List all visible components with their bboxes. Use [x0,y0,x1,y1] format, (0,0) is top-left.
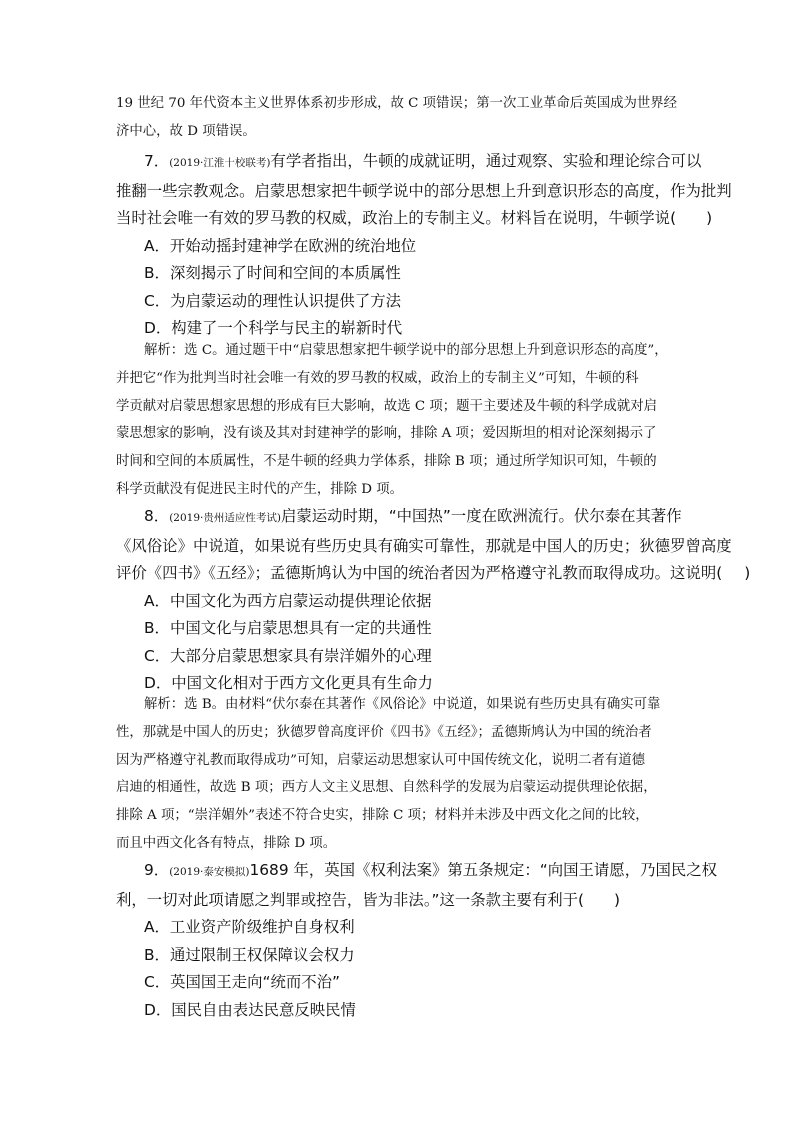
question-source: (2019·江淮十校联考) [169,157,271,169]
question-number: 7． [144,152,170,170]
analysis-line: 蒙思想家的影响，没有谈及其对封建神学的影响，排除 A 项；爱因斯坦的相对论深刻揭示了 [116,426,657,442]
question-8 [116,503,751,698]
question-8-stem-line3 [116,560,751,588]
question-7-stem-line3 [116,205,713,233]
question-7-analysis [116,337,682,504]
option-b: B．通过限制王权保障议会权力 [144,945,355,964]
question-number: 9． [144,861,170,879]
analysis-line: 时间和空间的本质属性，不是牛顿的经典力学体系，排除 B 项；通过所学知识可知，牛顿的 [116,454,657,470]
question-7 [116,148,732,343]
analysis-line: 科学贡献没有促进民主时代的产生，排除 D 项。 [116,481,404,497]
analysis-line: 因为严格遵守礼教而取得成功”可知，启蒙运动思想家认可中国传统文化，说明二者有道德 [116,752,646,768]
question-8-analysis [116,691,682,858]
analysis-line: 解析：选 C。通过题干中“启蒙思想家把牛顿学说中的部分思想上升到意识形态的高度”， [144,343,668,358]
question-text: 利，一切对此项请愿之判罪或控告，皆为非法。”这一条款主要有利于( [116,890,584,909]
option-c: C．为启蒙运动的理性认识提供了方法 [144,291,401,310]
analysis-line: 启迪的相通性，故选 B 项；西方人文主义思想、自然科学的发展为启蒙运动提供理论依据， [116,780,657,796]
option-d: D．国民自由表达民意反映民情 [144,1000,356,1019]
question-source: (2019·泰安模拟) [169,866,250,878]
question-number: 8． [144,507,170,525]
option-c: C．英国国王走向“统而不治” [144,973,340,992]
question-8-stem-line1 [116,503,682,533]
question-7-stem-line2: 推翻一些宗教观念。启蒙思想家把牛顿学说中的部分思想上升到意识形态的高度，作为批判 [116,181,732,200]
analysis-line: 性，那就是中国人的历史；狄德罗曾高度评价《四书》《五经》；孟德斯鸠认为中国的统治者 [116,724,652,740]
analysis-line: 解析：选 B。由材料“伏尔泰在其著作《风俗论》中说道，如果说有些历史具有确实可靠 [144,697,661,712]
option-b: B．深刻揭示了时间和空间的本质属性 [144,264,401,283]
answer-bracket-close: ) [744,564,751,582]
option-b: B．中国文化与启蒙思想具有一定的共通性 [144,619,432,638]
answer-bracket-close: ) [614,890,621,909]
option-a: A．工业资产阶级维护自身权利 [144,918,355,936]
continued-analysis [116,90,682,146]
option-a: A．开始动摇封建神学在欧洲的统治地位 [144,236,417,255]
question-9-stem-line2 [116,887,682,915]
question-8-stem-line2: 《风俗论》中说道，如果说有些历史具有确实可靠性，那就是中国人的历史；狄德罗曾高度 [116,536,732,555]
analysis-line: 19 世纪 70 年代资本主义世界体系初步形成，故 C 项错误；第一次工业革命后英国成为世界经 [116,96,678,111]
question-source: (2019·贵州适应性考试) [169,512,281,524]
question-text: 启蒙运动时期，“中国热”一度在欧洲流行。伏尔泰在其著作 [280,507,682,525]
option-a: A．中国文化为西方启蒙运动提供理论依据 [144,591,432,610]
option-d: D．构建了一个科学与民主的崭新时代 [144,319,403,338]
option-c: C．大部分启蒙思想家具有崇洋媚外的心理 [144,646,432,665]
question-7-stem-line1 [116,148,702,178]
question-text: 有学者指出，牛顿的成就证明，通过观察、实验和理论综合可以 [270,152,702,170]
answer-bracket-close: ) [706,209,713,227]
question-text: 评价《四书》《五经》；孟德斯鸠认为中国的统治者因为严格遵守礼教而取得成功。这说明( [116,564,723,582]
option-d: D．中国文化相对于西方文化更具有生命力 [144,674,433,693]
question-text: 当时社会唯一有效的罗马教的权威，政治上的专制主义。材料旨在说明，牛顿学说( [116,209,677,227]
analysis-line: 学贡献对启蒙思想家思想的形成有巨大影响，故选 C 项；题干主要述及牛顿的科学成就对启 [116,398,657,414]
analysis-line: 济中心，故 D 项错误。 [116,123,256,139]
analysis-line: 排除 A 项；“崇洋媚外”表述不符合史实，排除 C 项；材料并未涉及中西文化之间的比较， [116,808,649,824]
question-text: 1689 年，英国《权利法案》第五条规定：“向国王请愿，乃国民之权 [249,861,718,879]
analysis-line: 并把它“作为批判当时社会唯一有效的罗马教的权威，政治上的专制主义”可知，牛顿的科 [116,370,639,386]
question-9 [116,857,718,1024]
question-9-stem-line1 [116,857,718,887]
analysis-line: 而且中西文化各有特点，排除 D 项。 [116,835,337,851]
